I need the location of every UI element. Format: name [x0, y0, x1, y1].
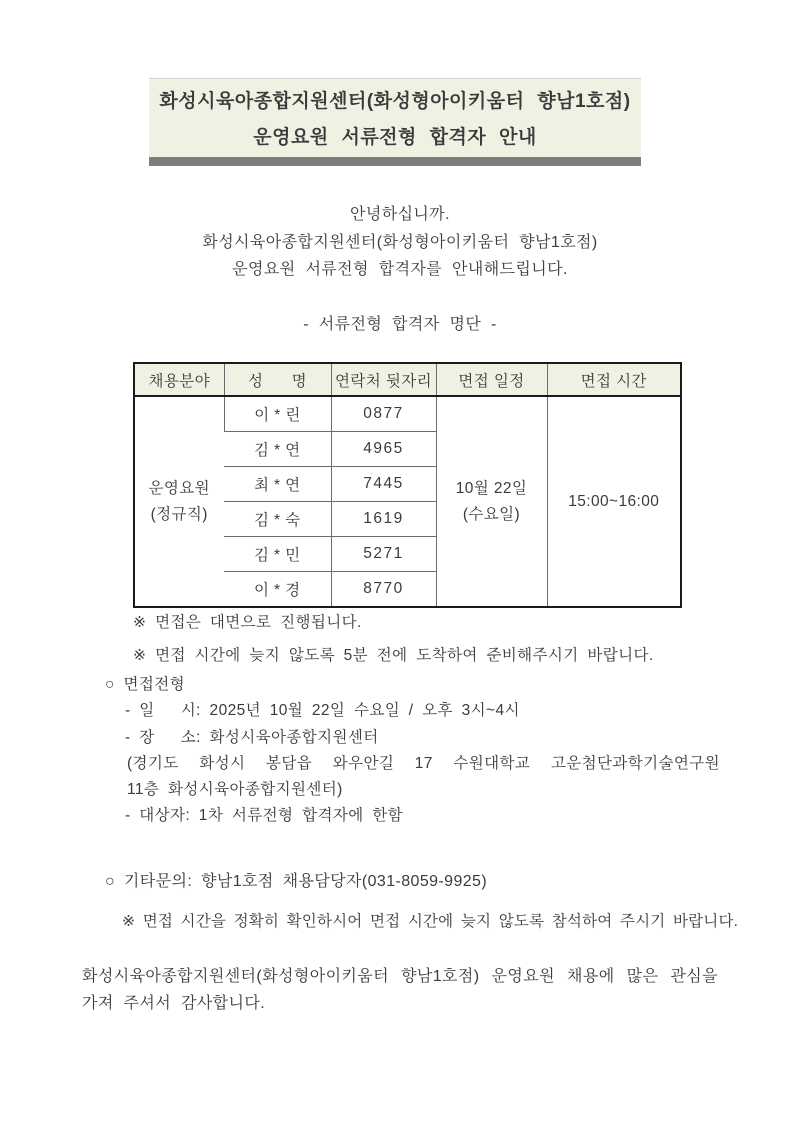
cell-time: 15:00~16:00 — [547, 396, 681, 607]
title-line-1: 화성시육아종합지원센터(화성형아이키움터 향남1호점) — [159, 91, 631, 112]
interview-heading: ○ 면접전형 — [105, 676, 185, 693]
greeting-line-1: 안녕하십니까. — [350, 206, 450, 223]
header-time: 면접 시간 — [547, 363, 681, 396]
title-box — [149, 78, 641, 157]
closing-line-2: 가져 주셔서 감사합니다. — [82, 995, 266, 1012]
interview-place: - 장 소: 화성시육아종합지원센터 — [125, 728, 379, 746]
cell-phone: 8770 — [331, 572, 436, 608]
greeting-line-2: 화성시육아종합지원센터(화성형아이키움터 향남1호점) — [202, 233, 598, 251]
interview-target: - 대상자: 1차 서류전형 합격자에 한함 — [125, 807, 404, 825]
header-phone: 연락처 뒷자리 — [331, 363, 436, 396]
title-shadow-bar — [149, 157, 641, 166]
contact-line: ○ 기타문의: 향남1호점 채용담당자(031-8059-9925) — [105, 873, 488, 890]
category-line-2: (정규직) — [150, 505, 208, 523]
cell-name: 김 * 숙 — [224, 502, 331, 537]
cell-phone: 1619 — [331, 502, 436, 537]
interview-address-line-2: 11층 화성시육아종합지원센터) — [127, 781, 343, 799]
cell-phone: 4965 — [331, 432, 436, 467]
table-notes — [133, 606, 654, 672]
cell-name: 최 * 연 — [224, 467, 331, 502]
header-category: 채용분야 — [134, 363, 224, 396]
interview-datetime: - 일 시: 2025년 10월 22일 수요일 / 오후 3시~4시 — [125, 702, 520, 720]
interview-section — [105, 672, 720, 830]
schedule-line-1: 10월 22일 — [455, 479, 528, 497]
title-line-2: 운영요원 서류전형 합격자 안내 — [253, 127, 537, 148]
cell-phone: 5271 — [331, 537, 436, 572]
closing-block — [82, 963, 718, 1017]
table-row — [134, 396, 681, 432]
note-line-2: ※ 면접 시간에 늦지 않도록 5분 전에 도착하여 준비해주시기 바랍니다. — [133, 647, 654, 664]
greeting-line-3: 운영요원 서류전형 합격자를 안내해드립니다. — [232, 261, 568, 278]
cell-name: 이 * 경 — [224, 572, 331, 608]
schedule-line-2: (수요일) — [462, 505, 521, 523]
closing-line-1: 화성시육아종합지원센터(화성형아이키움터 향남1호점) 운영요원 채용에 많은 관심을 — [82, 968, 718, 985]
list-title: - 서류전형 합격자 명단 - — [303, 316, 497, 333]
table-header-row — [134, 363, 681, 396]
header-schedule: 면접 일정 — [436, 363, 547, 396]
note-line-1: ※ 면접은 대면으로 진행됩니다. — [133, 614, 362, 631]
cell-category — [134, 396, 224, 607]
cell-name: 이 * 린 — [224, 396, 331, 432]
cell-name: 김 * 연 — [224, 432, 331, 467]
cell-schedule — [436, 396, 547, 607]
reminder-line: ※ 면접 시간을 정확히 확인하시어 면접 시간에 늦지 않도록 참석하여 주시기 바랍니다. — [122, 913, 739, 930]
interview-address-line-1: (경기도 화성시 봉담읍 와우안길 17 수원대학교 고운첨단과학기술연구원 — [127, 754, 720, 772]
greeting-block — [0, 201, 800, 284]
cell-name: 김 * 민 — [224, 537, 331, 572]
cell-phone: 0877 — [331, 396, 436, 432]
cell-phone: 7445 — [331, 467, 436, 502]
pass-roster-table — [133, 362, 682, 608]
category-line-1: 운영요원 — [148, 479, 210, 497]
header-name: 성 명 — [224, 363, 331, 396]
